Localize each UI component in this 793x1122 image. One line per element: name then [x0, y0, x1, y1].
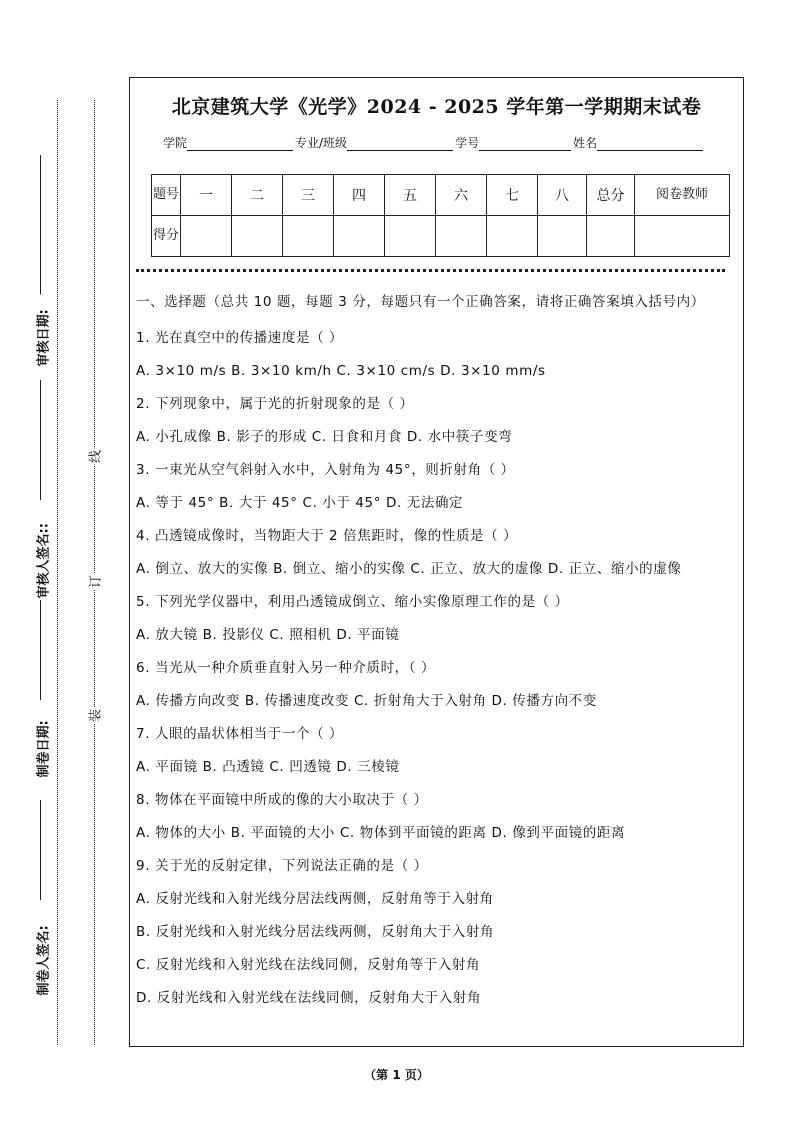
score-cell[interactable]	[334, 216, 385, 257]
section-1-title: 一、选择题（总共 10 题，每题 3 分，每题只有一个正确答案，请将正确答案填入括号内）	[136, 294, 705, 310]
student-info-row	[163, 134, 705, 151]
score-cell[interactable]	[487, 216, 538, 257]
reviewer-sign-label: 审核人签名::	[33, 503, 52, 601]
question-line: 4. 凸透镜成像时，当物距大于 2 倍焦距时，像的性质是（ ）	[136, 528, 518, 544]
col-8: 八	[538, 175, 587, 216]
exam-paper	[129, 77, 744, 1047]
college-field[interactable]	[187, 136, 293, 151]
score-table	[151, 174, 730, 257]
prepare-date-label: 制卷日期:	[33, 706, 52, 780]
score-cell[interactable]	[538, 216, 587, 257]
option-line: A. 倒立、放大的实像 B. 倒立、缩小的实像 C. 正立、放大的虚像 D. 正立、缩小的虚像	[136, 561, 682, 577]
score-label: 得分	[152, 216, 181, 257]
question-line: 5. 下列光学仪器中，利用凸透镜成倒立、缩小实像原理工作的是（ ）	[136, 594, 569, 610]
option-line: B. 反射光线和入射光线分居法线两侧，反射角大于入射角	[136, 924, 495, 940]
col-reviewer: 阅卷教师	[635, 175, 730, 216]
preparer-sign-label: 制卷人签名:	[33, 910, 52, 998]
option-line: D. 反射光线和入射光线在法线同侧，反射角大于入射角	[136, 990, 482, 1006]
question-line: 6. 当光从一种介质垂直射入另一种介质时，（ ）	[136, 660, 436, 676]
col-total: 总分	[587, 175, 635, 216]
cut-mark-line: 线	[85, 449, 104, 465]
option-line: A. 平面镜 B. 凸透镜 C. 凹透镜 D. 三棱镜	[136, 759, 400, 775]
score-cell[interactable]	[385, 216, 436, 257]
cut-mark-fold: 装	[85, 708, 104, 724]
question-line: 8. 物体在平面镜中所成的像的大小取决于（ ）	[136, 792, 428, 808]
exam-title: 北京建筑大学《光学》2024 - 2025 学年第一学期期末试卷	[171, 96, 702, 118]
option-line: A. 小孔成像 B. 影子的形成 C. 日食和月食 D. 水中筷子变弯	[136, 429, 513, 445]
score-cell-reviewer[interactable]	[635, 216, 730, 257]
score-cell[interactable]	[232, 216, 283, 257]
page-number: （第 1 页）	[364, 1068, 429, 1082]
option-line: A. 物体的大小 B. 平面镜的大小 C. 物体到平面镜的距离 D. 像到平面镜的距离	[136, 825, 626, 841]
college-label: 学院	[163, 136, 188, 150]
col-5: 五	[385, 175, 436, 216]
option-line: A. 3×10 m/s B. 3×10 km/h C. 3×10 cm/s D. 3×10 mm/s	[136, 363, 546, 379]
col-6: 六	[436, 175, 487, 216]
student-id-label: 学号	[455, 136, 480, 150]
cut-mark-bind: 订	[85, 574, 104, 590]
student-id-field[interactable]	[479, 136, 571, 151]
question-line: 1. 光在真空中的传播速度是（ ）	[136, 330, 344, 346]
score-cell[interactable]	[283, 216, 334, 257]
col-4: 四	[334, 175, 385, 216]
section-separator	[136, 269, 725, 272]
option-line: A. 反射光线和入射光线分居法线两侧，反射角等于入射角	[136, 891, 494, 907]
name-label: 姓名	[573, 136, 598, 150]
reviewer-sign-blank	[40, 380, 41, 500]
preparer-sign-blank	[40, 800, 41, 900]
option-line: C. 反射光线和入射光线在法线同侧，反射角等于入射角	[136, 957, 481, 973]
col-2: 二	[232, 175, 283, 216]
prepare-date-blank	[40, 600, 41, 700]
score-cell[interactable]	[436, 216, 487, 257]
major-class-label: 专业/班级	[295, 136, 348, 150]
score-table-score-row	[152, 216, 730, 257]
score-cell-total[interactable]	[587, 216, 635, 257]
section-1	[136, 291, 740, 1015]
name-field[interactable]	[597, 136, 703, 151]
question-line: 7. 人眼的晶状体相当于一个（ ）	[136, 726, 344, 742]
major-class-field[interactable]	[347, 136, 453, 151]
col-3: 三	[283, 175, 334, 216]
score-cell[interactable]	[181, 216, 232, 257]
question-line: 2. 下列现象中，属于光的折射现象的是（ ）	[136, 396, 414, 412]
option-line: A. 放大镜 B. 投影仪 C. 照相机 D. 平面镜	[136, 627, 400, 643]
option-line: A. 传播方向改变 B. 传播速度改变 C. 折射角大于入射角 D. 传播方向不变	[136, 693, 597, 709]
question-line: 9. 关于光的反射定律，下列说法正确的是（ ）	[136, 858, 428, 874]
col-7: 七	[487, 175, 538, 216]
score-table-header-row	[152, 175, 730, 216]
option-line: A. 等于 45° B. 大于 45° C. 小于 45° D. 无法确定	[136, 495, 464, 511]
question-number-label: 题号	[152, 175, 181, 216]
review-date-blank	[40, 155, 41, 295]
question-line: 3. 一束光从空气斜射入水中，入射角为 45°，则折射角（ ）	[136, 462, 515, 478]
margin-dotted-line-inner	[94, 100, 95, 1045]
review-date-label: 审核日期:	[33, 295, 52, 369]
col-1: 一	[181, 175, 232, 216]
margin-dotted-line-outer	[57, 100, 58, 1045]
